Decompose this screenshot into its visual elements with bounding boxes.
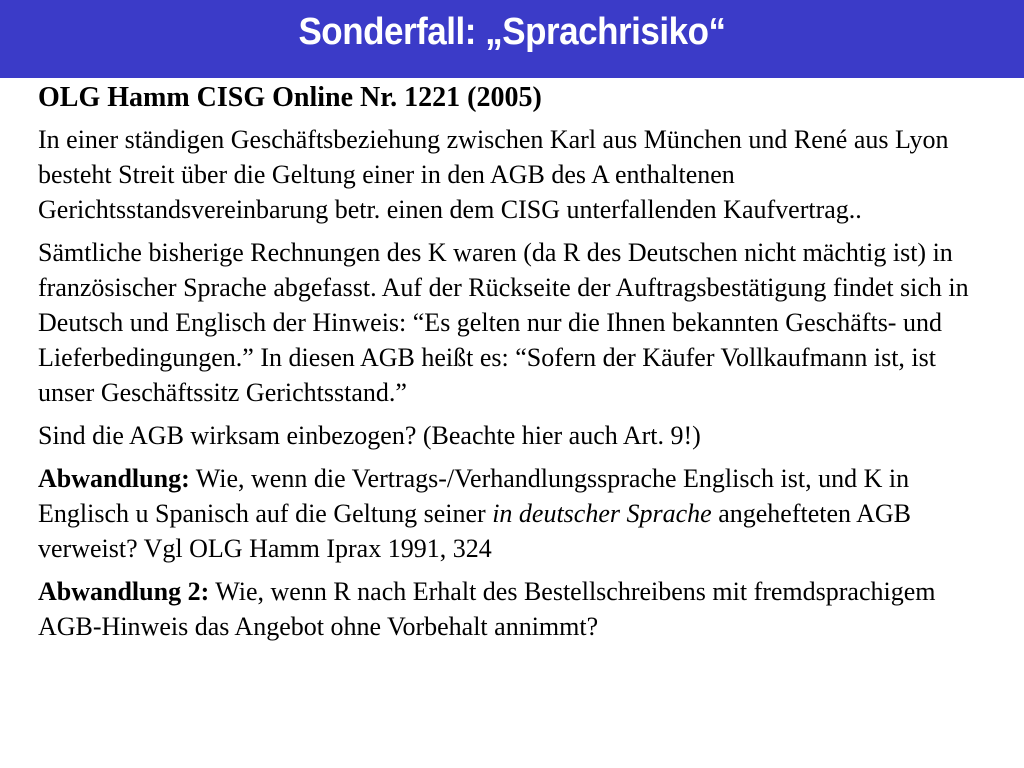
paragraph-question: Sind die AGB wirksam einbezogen? (Beachte hier auch Art. 9!) xyxy=(38,421,701,450)
variation-1-text-before: Wie, wenn die Vertrags-/Verhandlungssprache Englisch ist, und K in Englisch u Spanisch auf die Geltung seiner xyxy=(38,464,910,528)
paragraph-invoices: Sämtliche bisherige Rechnungen des K waren (da R des Deutschen nicht mächtig ist) in französischer Sprache abgefasst. Auf der Rückseite der Auftragsbestätigung findet sich in Deutsch und Englisch der Hinweis: “Es gelten nur die Ihnen bekannten Geschäfts- und Lieferbedingungen.” In diesen AGB heißt es: “Sofern der Käufer Vollkaufmann ist, ist unser Geschäftssitz Gerichtsstand.” xyxy=(38,238,969,407)
paragraph-facts: In einer ständigen Geschäftsbeziehung zwischen Karl aus München und René aus Lyon besteht Streit über die Geltung einer in den AGB des A enthaltenen Gerichtsstandsvereinbarung betr. einen dem CISG unterfallenden Kaufvertrag.. xyxy=(38,125,949,224)
case-heading: OLG Hamm CISG Online Nr. 1221 (2005) xyxy=(38,82,542,113)
title-bar xyxy=(0,0,1024,78)
variation-1-italic: in deutscher Sprache xyxy=(492,499,712,528)
paragraph-variation-1 xyxy=(38,461,988,566)
slide-content xyxy=(38,80,988,652)
variation-2-label: Abwandlung 2: xyxy=(38,577,210,606)
slide-title: Sonderfall: „Sprachrisiko“ xyxy=(298,11,726,53)
variation-2-text: Wie, wenn R nach Erhalt des Bestellschreibens mit fremdsprachigem AGB-Hinweis das Angebot ohne Vorbehalt annimmt? xyxy=(38,577,936,641)
paragraph-variation-2 xyxy=(38,574,988,644)
variation-1-text-after: angehefteten AGB verweist? Vgl OLG Hamm Iprax 1991, 324 xyxy=(38,499,911,563)
variation-1-label: Abwandlung: xyxy=(38,464,190,493)
